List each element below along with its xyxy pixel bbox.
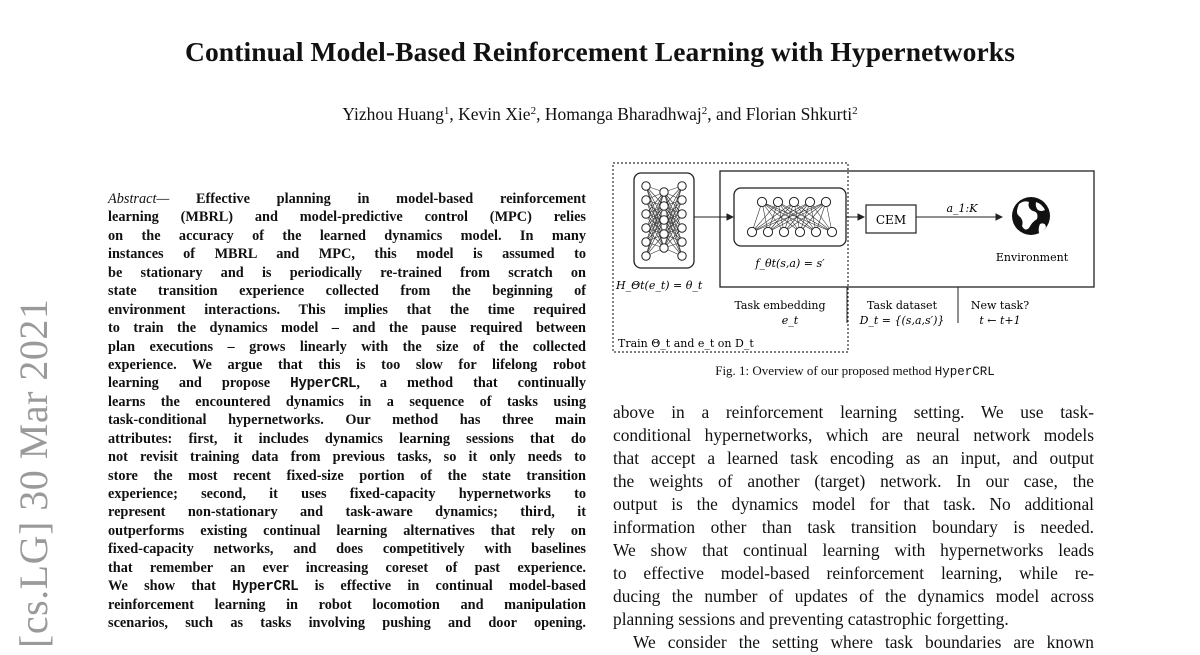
abstract-line: fixed-capacity networks, and does competitively with baselines	[108, 541, 586, 558]
abstract-line: task-conditional hypernetworks. Our method has three main	[108, 412, 586, 429]
body-line: information other than task transition boundary is needed.	[613, 517, 1094, 538]
abstract	[108, 190, 586, 633]
body-line: planning sessions and preventing catastrophic forgetting.	[613, 609, 1009, 630]
abstract-line: plan executions – grows linearly with the size of the collected	[108, 338, 586, 355]
abstract-line: outperforms existing continual learning alternatives that rely on	[108, 522, 586, 539]
abstract-line: to train the dynamics model – and the pause required between	[108, 320, 586, 337]
task-dataset-definition: D_t = {(s,a,s′)}	[859, 314, 945, 327]
body-line: ducing the number of updates of the dynamics model across	[613, 586, 1094, 607]
body-line: above in a reinforcement learning setting. We use task-	[613, 402, 1094, 422]
cem-label: CEM	[875, 213, 907, 227]
author-list	[0, 104, 1200, 125]
abstract-line: scenarios, such as tasks involving pushing and door opening.	[108, 615, 586, 632]
task-dataset-label: Task dataset	[866, 299, 938, 312]
task-increment-label: t ← t+1	[979, 314, 1021, 327]
abstract-line: represent non-stationary and task-aware dynamics; third, it	[108, 504, 586, 521]
new-task-label: New task?	[970, 299, 1030, 312]
abstract-line: learning (MBRL) and model-predictive control (MPC) relies	[108, 209, 586, 226]
body-line: to effective model-based reinforcement learning, while re-	[613, 563, 1094, 584]
abstract-line: that remember an ever increasing coreset of past experience.	[108, 559, 586, 576]
globe-icon	[1012, 197, 1050, 235]
abstract-line: store the most recent fixed-size portion of the state transition	[108, 467, 586, 484]
author: Homanga Bharadhwaj$^2$, and	[544, 104, 746, 124]
body-line: We consider the setting where task boundaries are known	[633, 632, 1094, 653]
target-network-label: f_θt(s,a) = s′	[755, 257, 825, 270]
hypernetwork-icon	[642, 182, 686, 260]
abstract-line: We show that HyperCRL is effective in continual model-based	[108, 578, 586, 596]
abstract-line: learning and propose HyperCRL, a method that continually	[108, 375, 587, 393]
author: Kevin Xie$^2$,	[458, 104, 545, 124]
abstract-line: Abstract— Effective planning in model-based reinforcement	[108, 191, 586, 207]
author: Yizhou Huang$^1$,	[342, 104, 459, 124]
target-network-icon	[747, 197, 836, 236]
author: Florian Shkurti$^2$	[745, 104, 858, 124]
abstract-line: on the accuracy of the learned dynamics model. In many	[108, 227, 586, 244]
abstract-heading: Abstract—	[108, 191, 170, 207]
abstract-line: be stationary and is periodically re-trained from scratch on	[108, 264, 586, 281]
training-label: Train Θ_t and e_t on D_t	[618, 337, 754, 350]
figure-caption: Fig. 1: Overview of our proposed method HyperCRL	[715, 363, 995, 379]
paper-title: Continual Model-Based Reinforcement Learning with Hypernetworks	[185, 36, 1015, 67]
abstract-line: reinforcement learning in robot locomotion and manipulation	[108, 596, 586, 613]
task-embedding-symbol: e_t	[781, 314, 799, 327]
body-line: the weights of another (target) network. In our case, the	[613, 471, 1094, 492]
method-overview-figure	[612, 162, 1098, 358]
abstract-line: instances of MBRL and MPC, this model is assumed to	[108, 246, 586, 263]
abstract-line: learns the encountered dynamics in a sequence of tasks using	[108, 393, 586, 410]
abstract-line: experience. We argue that this is too slow for lifelong robot	[108, 356, 586, 373]
body-line: output is the dynamics model for that task. No additional	[613, 494, 1094, 515]
body-line: We show that continual learning with hypernetworks leads	[613, 540, 1094, 561]
arxiv-stamp: [cs.LG] 30 Mar 2021	[11, 298, 56, 648]
body-text	[613, 401, 1094, 655]
abstract-line: environment interactions. This implies that the time required	[108, 301, 586, 318]
abstract-line: experience; second, it uses fixed-capacity hypernetworks to	[108, 486, 586, 502]
task-embedding-label: Task embedding	[734, 299, 826, 312]
hypernetwork-label: H_Θt(e_t) = θ_t	[616, 279, 703, 292]
action-label: a_1:K	[946, 202, 978, 215]
abstract-line: not revisit training data from previous tasks, so it only needs to	[108, 449, 586, 466]
abstract-line: attributes: first, it includes dynamics learning sessions that do	[108, 430, 586, 447]
environment-label: Environment	[995, 251, 1069, 264]
body-line: that accept a learned task encoding as an input, and output	[613, 448, 1094, 469]
body-line: conditional hypernetworks, which are neural network models	[613, 425, 1094, 446]
abstract-line: state transition experience collected from the beginning of	[108, 283, 586, 300]
